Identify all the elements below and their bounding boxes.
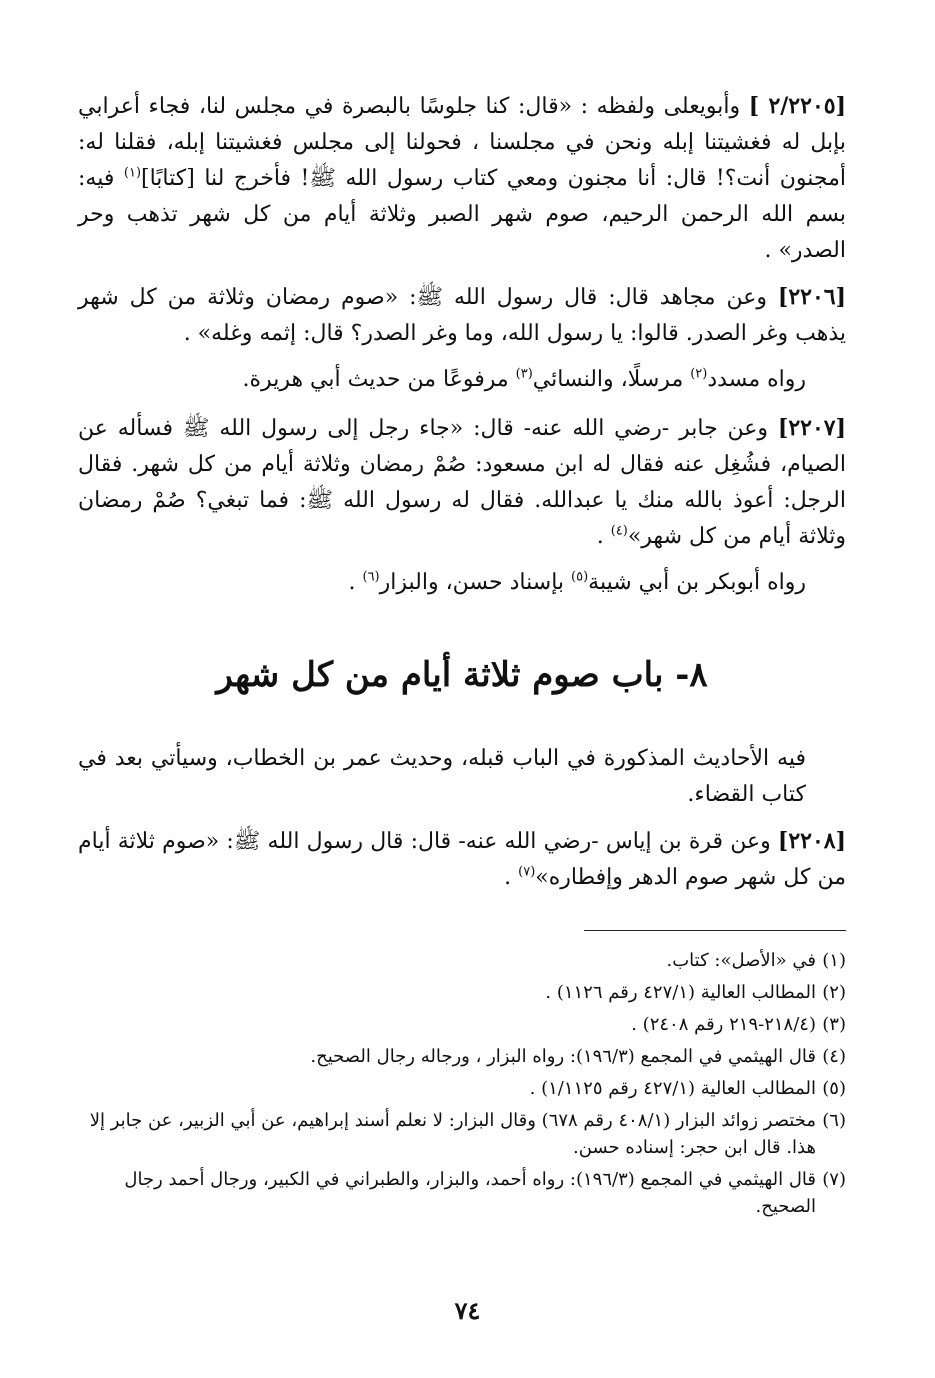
- narration-2: [78, 565, 846, 601]
- footnote-divider: [584, 930, 846, 931]
- hadith-text: وعن مجاهد قال: قال رسول الله ﷺ: «صوم رمضان وثلاثة من كل شهر يذهب وغر الصدر. قالوا: يا رسول الله، وما وغر الصدر؟ قال: إثمه وغله» .: [78, 285, 846, 346]
- footnote: [78, 1043, 846, 1070]
- footnote: [78, 1011, 846, 1038]
- footnote-text: المطالب العالية (٤٢٧/١ رقم ١١٢٦) .: [545, 982, 816, 1003]
- hadith-2205: [78, 88, 846, 269]
- footnote-text: في «الأصل»: كتاب.: [666, 950, 816, 971]
- footnote-ref: (٦): [362, 569, 380, 585]
- hadith-number: [٢/٢٢٠٥ ]: [748, 93, 846, 119]
- narration-text: بإسناد حسن، والبزار: [379, 570, 572, 595]
- footnote-ref: (٥): [571, 569, 589, 585]
- hadith-text-tail: .: [596, 524, 611, 549]
- hadith-text: وعن جابر -رضي الله عنه- قال: «جاء رجل إلى رسول الله ﷺ فسأله عن الصيام، فشُغِل عنه فقال له ابن مسعود: صُمْ رمضان وثلاثة أيام من كل شهر. فقال الرجل: أعوذ بالله منك يا عبدالله. فقال له رسول الله ﷺ: فما تبغي؟ صُمْ رمضان وثلاثة أيام من كل شهر»: [78, 416, 846, 549]
- footnote-text: مختصر زوائد البزار (٤٠٨/١ رقم ٦٧٨) وقال البزار: لا نعلم أسند إبراهيم، عن أبي الزبير، عن جابر إلا هذا. قال ابن حجر: إسناده حسن.: [89, 1110, 816, 1158]
- footnote-number: (٥): [822, 1078, 846, 1099]
- narration-text: رواه مسدد: [707, 367, 806, 392]
- hadith-text: وأبويعلى ولفظه : «قال: كنا جلوسًا بالبصرة في مجلس لنا، فجاء أعرابي بإبل له فغشيتنا إبله ونحن في مجلسنا ، فحولنا إلى مجلس فغشيتنا إبله، فقلنا له: أمجنون أنت؟! قال: أنا مجنون ومعي كتاب رسول الله ﷺ! فأخرج لنا [كتابًا]: [78, 94, 846, 191]
- narration-text: .: [348, 570, 363, 595]
- footnote-number: (٢): [822, 982, 846, 1003]
- chapter-intro: فيه الأحاديث المذكورة في الباب قبله، وحديث عمر بن الخطاب، وسيأتي بعد في كتاب القضاء.: [78, 746, 806, 807]
- footnote-ref: (٢): [690, 366, 708, 382]
- footnote: [78, 1107, 846, 1161]
- footnote-ref: (٣): [515, 366, 533, 382]
- footnote-number: (٤): [822, 1046, 846, 1067]
- footnote-number: (١): [822, 950, 846, 971]
- footnote: [78, 947, 846, 974]
- footnote: [78, 979, 846, 1006]
- page-body: [78, 88, 846, 1225]
- narration-text: مرفوعًا من حديث أبي هريرة.: [242, 367, 516, 392]
- hadith-2206: [78, 279, 846, 352]
- footnote: [78, 1166, 846, 1220]
- narration-1: [78, 362, 846, 398]
- hadith-number: [٢٢٠٧]: [777, 415, 846, 441]
- footnote-number: (٦): [822, 1110, 846, 1131]
- footnote-number: (٧): [822, 1169, 846, 1190]
- footnote-ref: (٤): [610, 523, 628, 539]
- footnote-ref: (١): [123, 165, 142, 181]
- hadith-text-tail: فيه: بسم الله الرحمن الرحيم، صوم شهر الصبر وثلاثة أيام من كل شهر تذهب وحر الصدر» .: [78, 166, 846, 263]
- chapter-heading: ٨- باب صوم ثلاثة أيام من كل شهر: [216, 655, 708, 695]
- footnote-text: قال الهيثمي في المجمع (١٩٦/٣): رواه البزار ، ورجاله رجال الصحيح.: [310, 1046, 816, 1067]
- footnote-ref: (٧): [518, 864, 536, 880]
- narration-text: رواه أبوبكر بن أبي شيبة: [588, 570, 806, 595]
- hadith-2208: [78, 823, 846, 896]
- hadith-number: [٢٢٠٨]: [777, 828, 846, 854]
- hadith-text: وعن قرة بن إياس -رضي الله عنه- قال: قال رسول الله ﷺ: «صوم ثلاثة أيام من كل شهر صوم الدهر وإفطاره»: [78, 829, 846, 890]
- hadith-2207: [78, 410, 846, 555]
- page-number: ٧٤: [454, 1296, 481, 1325]
- footnote: [78, 1075, 846, 1102]
- hadith-text-tail: .: [504, 865, 519, 890]
- hadith-number: [٢٢٠٦]: [777, 284, 847, 310]
- footnote-number: (٣): [822, 1014, 846, 1035]
- footnote-text: قال الهيثمي في المجمع (١٩٦/٣): رواه أحمد، والبزار، والطبراني في الكبير، ورجال أحمد رجال الصحيح.: [124, 1169, 816, 1217]
- footnotes: [78, 947, 846, 1220]
- narration-text: مرسلًا، والنسائي: [532, 367, 691, 392]
- footnote-text: المطالب العالية (٤٢٧/١ رقم ١/١١٢٥) .: [529, 1078, 816, 1099]
- footnote-text: (٢١٨/٤-٢١٩ رقم ٢٤٠٨) .: [631, 1014, 816, 1035]
